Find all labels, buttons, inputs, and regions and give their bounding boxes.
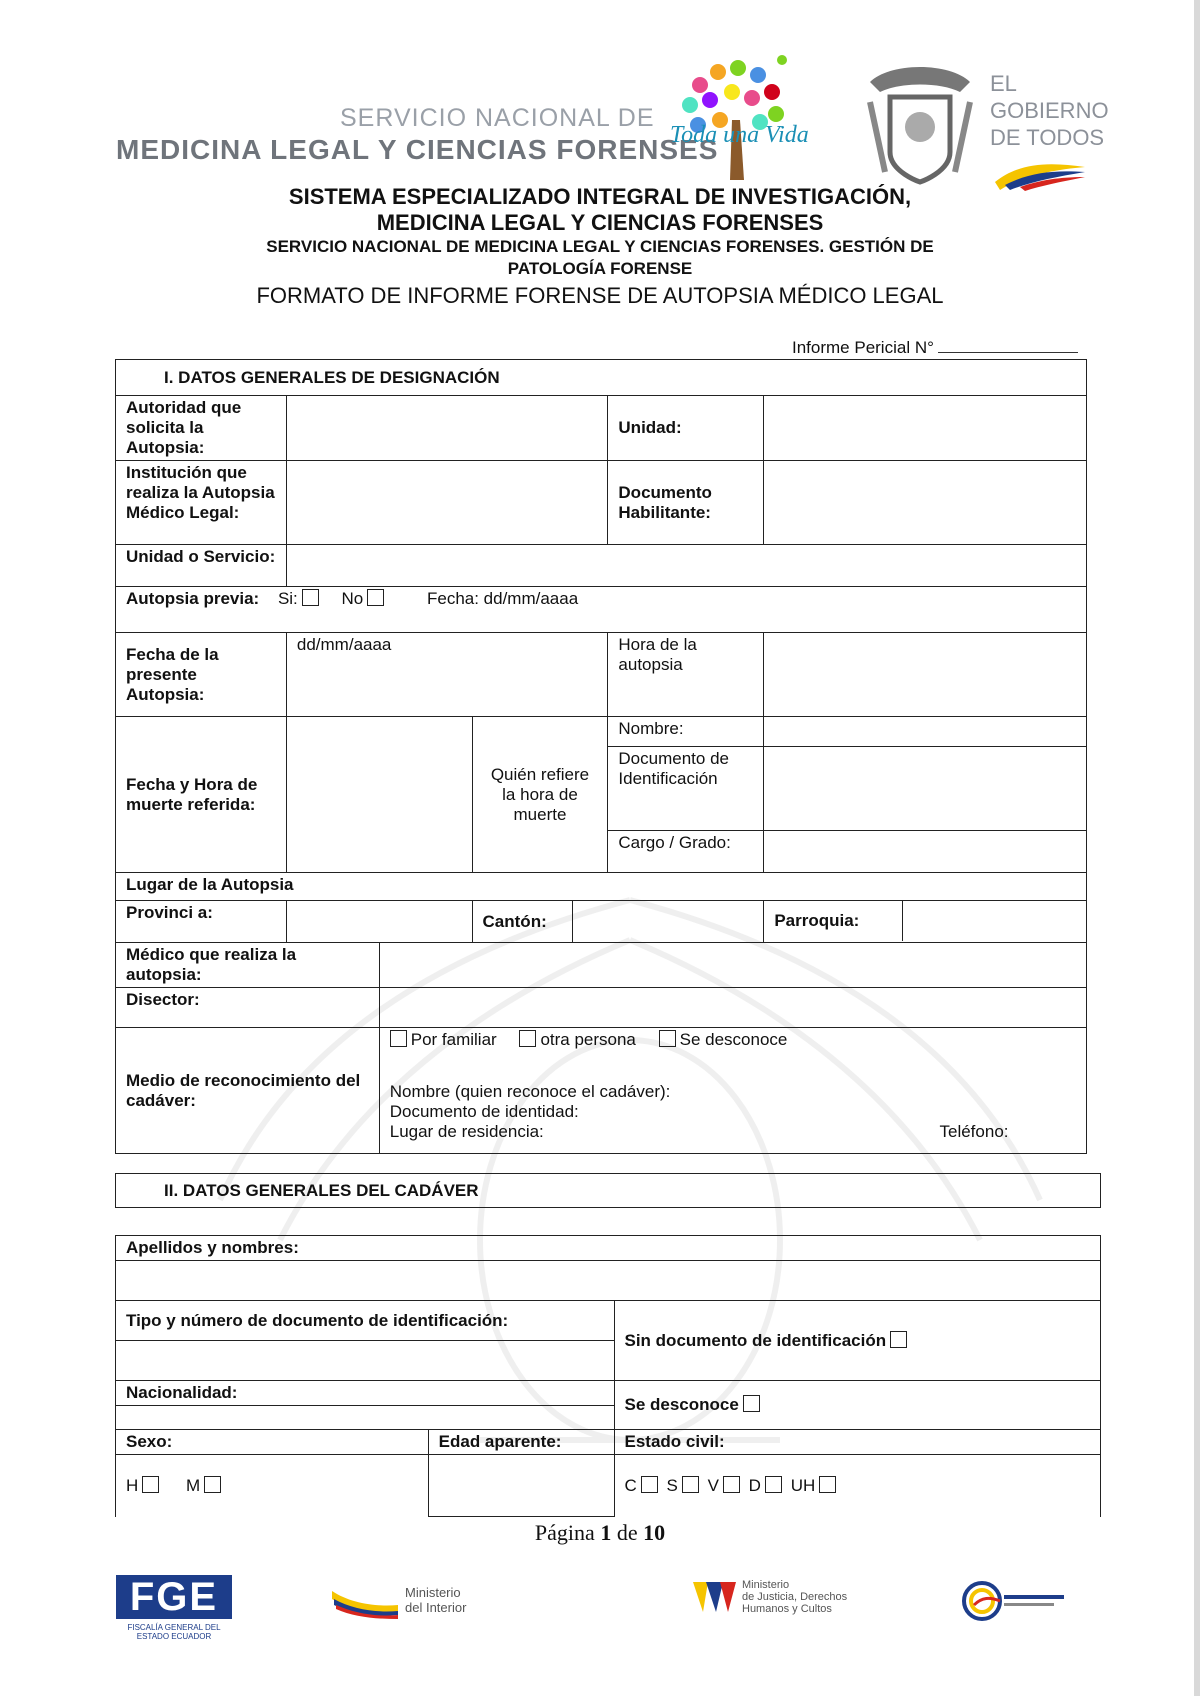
label-lugar-residencia: Lugar de residencia:: [389, 1122, 544, 1141]
checkbox-por-familiar[interactable]: [390, 1030, 407, 1047]
checkbox-d[interactable]: [765, 1476, 782, 1493]
label-documento-identificacion: Documento de Identificación: [608, 747, 764, 831]
label-nacionalidad: Nacionalidad:: [116, 1381, 615, 1406]
sin-documento-cell: [614, 1301, 1101, 1381]
field-fecha-hora-muerte[interactable]: [286, 717, 472, 873]
label-documento-identidad: Documento de identidad:: [389, 1102, 579, 1121]
label-institucion: Institución que realiza la Autopsia Médico Legal:: [116, 461, 287, 545]
checkbox-se-desconoce-nacionalidad[interactable]: [743, 1395, 760, 1412]
mjd-line3: Humanos y Cultos: [742, 1603, 832, 1615]
subtitle-line1: SERVICIO NACIONAL DE MEDICINA LEGAL Y CIENCIAS FORENSES. GESTIÓN DE: [266, 237, 934, 256]
estado-civil-options: [614, 1455, 1101, 1517]
autopsia-previa-row: [116, 587, 1087, 633]
ministerio-interior-line1: Ministerio: [405, 1585, 461, 1600]
subtitle: [0, 236, 1200, 280]
field-edad[interactable]: [428, 1455, 614, 1517]
label-uh: UH: [790, 1475, 816, 1495]
field-institucion[interactable]: [286, 461, 608, 545]
label-lugar-autopsia: Lugar de la Autopsia: [116, 873, 1087, 901]
residencia-row: [390, 1122, 1076, 1142]
checkbox-se-desconoce-reconocimiento[interactable]: [659, 1030, 676, 1047]
field-parroquia[interactable]: [903, 901, 1086, 941]
checkbox-v[interactable]: [723, 1476, 740, 1493]
section1-table: [115, 359, 1087, 1154]
checkbox-no[interactable]: [367, 589, 384, 606]
field-cargo-grado[interactable]: [764, 831, 1087, 873]
label-sexo: Sexo:: [116, 1430, 429, 1455]
label-provincia: Provinci a:: [116, 901, 287, 943]
fge-logo: FGE: [116, 1575, 232, 1619]
field-medico[interactable]: [379, 943, 1086, 988]
label-documento-habilitante: Documento Habilitante:: [608, 461, 764, 545]
ministerio-interior-logo: [405, 1585, 466, 1615]
checkbox-s[interactable]: [682, 1476, 699, 1493]
tree-logo-text: Toda una Vida: [670, 122, 809, 148]
mjd-logo-icon: [688, 1577, 738, 1617]
informe-number-field[interactable]: [938, 352, 1078, 353]
field-apellidos[interactable]: [116, 1261, 1101, 1301]
judicatura-logo-icon: [960, 1579, 1070, 1623]
section2-title-table: [115, 1173, 1101, 1208]
field-provincia[interactable]: [286, 901, 472, 943]
label-c: C: [624, 1475, 637, 1495]
main-title-line1: SISTEMA ESPECIALIZADO INTEGRAL DE INVESTIGACIÓN,: [288, 184, 912, 209]
label-unidad-servicio: Unidad o Servicio:: [116, 545, 287, 587]
medio-reconocimiento-cell: [379, 1028, 1086, 1154]
label-no: No: [341, 589, 364, 608]
page-current: 1: [600, 1520, 612, 1545]
label-otra-persona: otra persona: [540, 1030, 636, 1049]
service-name-line2: MEDICINA LEGAL Y CIENCIAS FORENSES: [116, 134, 719, 165]
footer-logos: [0, 1565, 1200, 1665]
label-autoridad: Autoridad que solicita la Autopsia:: [116, 396, 287, 461]
label-por-familiar: Por familiar: [410, 1030, 497, 1049]
checkbox-otra-persona[interactable]: [519, 1030, 536, 1047]
label-v: V: [707, 1475, 719, 1495]
label-fecha-presente: Fecha de la presente Autopsia:: [116, 633, 287, 717]
flag-swoosh-icon: [330, 1585, 400, 1619]
page-label: Página: [534, 1520, 595, 1545]
page-of: de: [616, 1520, 638, 1545]
field-unidad-servicio[interactable]: [286, 545, 1086, 587]
label-parroquia: Parroquia:: [764, 901, 903, 941]
gov-line1: EL: [990, 71, 1017, 96]
section2-table: [115, 1235, 1101, 1517]
label-canton: Cantón:: [472, 901, 573, 943]
field-autoridad[interactable]: [286, 396, 608, 461]
label-telefono: Teléfono:: [939, 1122, 1009, 1141]
label-m: M: [186, 1475, 201, 1495]
fge-subtitle: FISCALÍA GENERAL DEL ESTADO ECUADOR: [127, 1623, 221, 1641]
label-estado-civil: Estado civil:: [614, 1430, 1101, 1455]
se-desconoce-cell: [614, 1381, 1101, 1430]
informe-label: Informe Pericial N°: [792, 338, 934, 357]
checkbox-c[interactable]: [641, 1476, 658, 1493]
mjd-logo: [742, 1579, 847, 1615]
label-edad: Edad aparente:: [428, 1430, 614, 1455]
field-documento-identificacion[interactable]: [764, 747, 1087, 831]
field-canton[interactable]: [573, 901, 764, 943]
label-disector: Disector:: [116, 988, 380, 1028]
field-hora-autopsia[interactable]: [764, 633, 1087, 717]
fecha-previa: Fecha: dd/mm/aaaa: [426, 589, 579, 608]
label-se-desconoce-nacionalidad: Se desconoce: [624, 1395, 739, 1414]
label-medio-reconocimiento: Medio de reconocimiento del cadáver:: [116, 1028, 380, 1154]
label-sin-documento: Sin documento de identificación: [624, 1330, 887, 1350]
label-nombre: Nombre:: [608, 717, 764, 747]
mjd-line2: de Justicia, Derechos: [742, 1591, 848, 1603]
section1-title: I. DATOS GENERALES DE DESIGNACIÓN: [116, 360, 1087, 396]
field-tipo-documento[interactable]: [116, 1341, 615, 1381]
label-hora-autopsia: Hora de la autopsia: [608, 633, 764, 717]
main-title-line2: MEDICINA LEGAL Y CIENCIAS FORENSES: [376, 210, 824, 235]
label-tipo-documento: Tipo y número de documento de identificación:: [116, 1301, 615, 1341]
section2-title: II. DATOS GENERALES DEL CADÁVER: [116, 1174, 1101, 1208]
reconocimiento-options: [390, 1030, 1076, 1050]
checkbox-m[interactable]: [204, 1476, 221, 1493]
gov-line3: DE TODOS: [990, 125, 1105, 150]
mjd-line1: Ministerio: [742, 1579, 790, 1591]
format-title: FORMATO DE INFORME FORENSE DE AUTOPSIA MÉDICO LEGAL: [256, 283, 944, 308]
label-s: S: [666, 1475, 678, 1495]
label-fecha-hora-muerte: Fecha y Hora de muerte referida:: [116, 717, 287, 873]
checkbox-h[interactable]: [142, 1476, 159, 1493]
header: [0, 0, 1200, 190]
gov-line2: GOBIERNO: [990, 98, 1109, 123]
page-number: [0, 1520, 1200, 1546]
ecuador-coat-of-arms-icon: [860, 52, 980, 192]
page-total: 10: [643, 1520, 666, 1545]
main-title: [0, 184, 1200, 236]
parroquia-cell: [764, 901, 1087, 943]
checkbox-si[interactable]: [302, 589, 319, 606]
label-h: H: [126, 1475, 139, 1495]
label-autopsia-previa: Autopsia previa:: [126, 589, 260, 608]
field-fecha-presente[interactable]: dd/mm/aaaa: [286, 633, 608, 717]
field-nombre[interactable]: [764, 717, 1087, 747]
label-nombre-reconoce: Nombre (quien reconoce el cadáver):: [389, 1082, 671, 1101]
field-disector[interactable]: [379, 988, 1086, 1028]
sexo-options: [116, 1455, 429, 1517]
informe-pericial: [792, 338, 1078, 358]
field-documento-habilitante[interactable]: [764, 461, 1087, 545]
ministerio-interior-line2: del Interior: [405, 1600, 467, 1615]
service-name-line1: SERVICIO NACIONAL DE: [340, 104, 655, 132]
label-se-desconoce-reconocimiento: Se desconoce: [679, 1030, 788, 1049]
label-unidad: Unidad:: [608, 396, 764, 461]
field-unidad[interactable]: [764, 396, 1087, 461]
label-cargo-grado: Cargo / Grado:: [608, 831, 764, 873]
checkbox-uh[interactable]: [819, 1476, 836, 1493]
subtitle-line2: PATOLOGÍA FORENSE: [507, 259, 693, 278]
checkbox-sin-documento[interactable]: [890, 1331, 907, 1348]
label-quien-refiere: Quién refiere la hora de muerte: [472, 717, 608, 873]
label-si: Si:: [277, 589, 298, 608]
government-logo: [990, 70, 1109, 151]
label-apellidos: Apellidos y nombres:: [116, 1236, 1101, 1261]
field-nacionalidad[interactable]: [116, 1406, 615, 1430]
label-d: D: [748, 1475, 761, 1495]
tree-logo-icon: [660, 40, 810, 190]
label-medico: Médico que realiza la autopsia:: [116, 943, 380, 988]
